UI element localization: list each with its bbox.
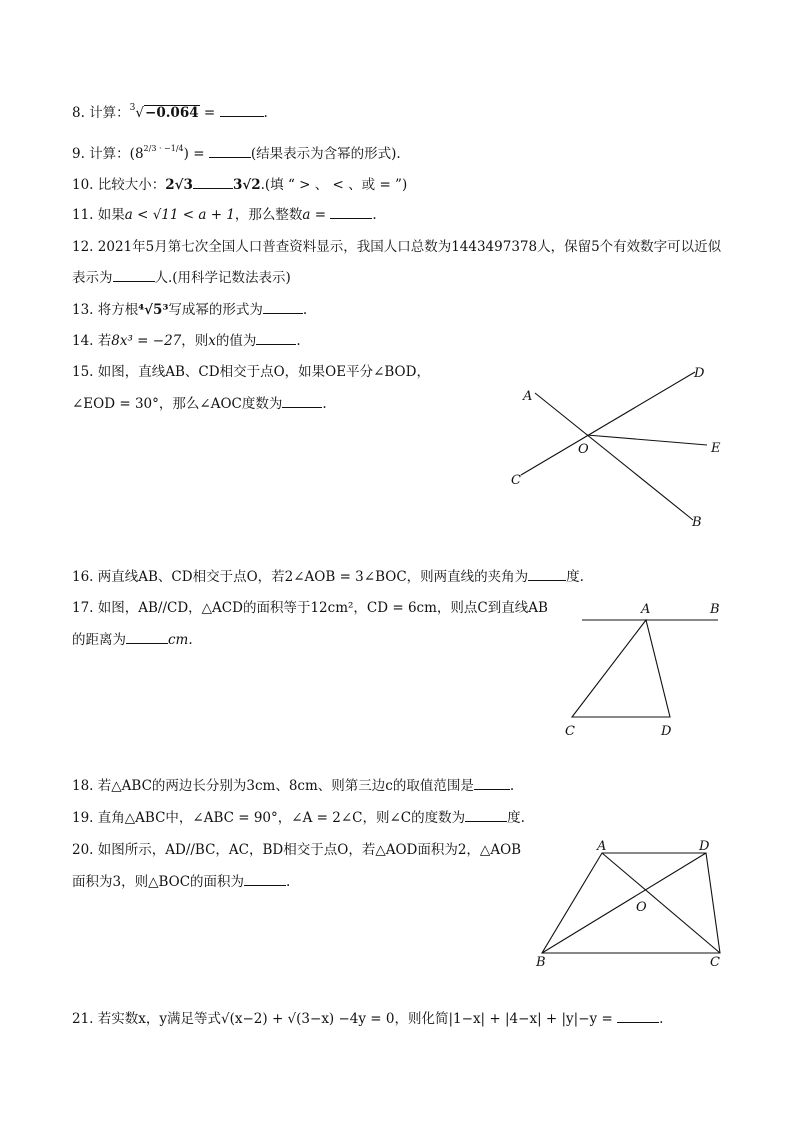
q10-prefix: 10. 比较大小：: [72, 177, 166, 193]
q8-equals: =: [199, 105, 220, 121]
q8-end: .: [263, 105, 268, 121]
label-E: E: [711, 441, 721, 456]
q13-radical: ⁴√5³: [138, 302, 169, 318]
question-15-line-2: [72, 394, 327, 414]
q14-var: x: [208, 333, 216, 349]
q8-prefix: 8. 计算：: [72, 105, 130, 121]
q14-prefix: 14. 若: [72, 333, 112, 349]
q12-end: 人.(用科学记数法表示): [154, 270, 291, 286]
q9-prefix: 9. 计算：: [72, 146, 130, 162]
question-10: [72, 175, 407, 195]
question-17-line-1: 17. 如图，AB//CD，△ACD的面积等于12cm²，CD = 6cm，则点C到直线AB: [72, 600, 548, 616]
figure-17-triangle-parallel: [560, 595, 740, 745]
q15-answer-blank[interactable]: [282, 395, 322, 408]
q14-answer-blank[interactable]: [256, 332, 296, 345]
q10-answer-blank[interactable]: [193, 176, 233, 189]
figure-20-trapezoid: [530, 838, 730, 973]
q13-prefix: 13. 将方根: [72, 302, 139, 318]
label-C: C: [565, 724, 575, 739]
question-14: [72, 331, 301, 351]
line-AB: [535, 393, 693, 520]
q17-unit: cm.: [168, 632, 193, 648]
q21-answer-blank[interactable]: [617, 1010, 659, 1023]
q10-right: 3√2: [232, 177, 261, 193]
q19-end: 度.: [507, 810, 525, 826]
q9-base: (8: [129, 146, 144, 162]
label-B: B: [692, 515, 702, 530]
q15-end: .: [322, 396, 327, 412]
question-11: [72, 205, 377, 225]
label-O: O: [578, 442, 589, 457]
label-B: B: [710, 602, 720, 617]
q8-answer-blank[interactable]: [220, 104, 264, 117]
q10-end: .(填 “ > 、 < 、或 = ”): [260, 177, 408, 193]
question-12-line-1: 12. 2021年5月第七次全国人口普查资料显示，我国人口总数为1443497378人，保留5个有效数字可以近似: [72, 239, 722, 255]
q16-end: 度.: [566, 569, 584, 585]
question-12-line-2: [72, 268, 291, 288]
question-20-line-1: 20. 如图所示，AD//BC，AC，BD相交于点O，若△AOD面积为2，△AOB: [72, 842, 522, 858]
q8-radicand: −0.064: [145, 105, 199, 121]
question-18: [72, 776, 514, 796]
q16-prefix: 16. 两直线AB、CD相交于点O，若2∠AOB = 3∠BOC，则两直线的夹角为: [72, 569, 529, 585]
diagonal-BD: [542, 853, 706, 953]
question-19: [72, 808, 525, 828]
label-D: D: [699, 839, 710, 854]
q11-mid: ，那么整数: [234, 207, 303, 223]
q18-answer-blank[interactable]: [474, 777, 510, 790]
label-A: A: [597, 839, 607, 854]
q15-prefix: ∠EOD = 30°，那么∠AOC度数为: [72, 396, 283, 412]
q17-answer-blank[interactable]: [126, 631, 168, 644]
q9-answer-blank[interactable]: [209, 145, 251, 158]
label-C: C: [511, 473, 521, 488]
q11-prefix: 11. 如果: [72, 207, 125, 223]
q14-equation: 8x³ = −27: [111, 333, 182, 349]
label-O: O: [636, 900, 647, 915]
q11-end: .: [372, 207, 377, 223]
q17-prefix: 的距离为: [72, 632, 126, 648]
diagonal-AC: [602, 853, 720, 953]
q20-end: .: [286, 874, 291, 890]
label-A: A: [523, 389, 533, 404]
q16-answer-blank[interactable]: [528, 568, 566, 581]
line-CD: [521, 372, 695, 475]
question-21: [72, 1009, 663, 1029]
q9-equals: =: [188, 146, 209, 162]
label-D: D: [661, 724, 672, 739]
q14-end: .: [296, 333, 301, 349]
q9-close: ): [183, 146, 189, 162]
question-20-line-2: [72, 872, 290, 892]
q9-end: (结果表示为含幂的形式).: [250, 146, 401, 162]
q18-end: .: [509, 778, 515, 794]
question-8: [72, 103, 268, 125]
label-A: A: [641, 602, 651, 617]
q18-prefix: 18. 若△ABC的两边长分别为3cm、8cm、则第三边c的取值范围是: [72, 778, 474, 794]
q13-mid: 写成幂的形式为: [168, 302, 263, 318]
q12-answer-blank[interactable]: [113, 269, 155, 282]
question-15-line-1: 15. 如图，直线AB、CD相交于点O，如果OE平分∠BOD，: [72, 364, 430, 380]
q12-prefix: 表示为: [72, 270, 113, 286]
q11-equals: =: [310, 207, 331, 223]
q14-mid: ，则: [181, 333, 209, 349]
question-17-line-2: [72, 630, 193, 650]
triangle-ACD: [572, 620, 670, 717]
q21-prefix: 21. 若实数x，y满足等式√(x−2) + √(3−x) −4y = 0，则化简|1−x| + |4−x| + |y|−y =: [72, 1011, 618, 1027]
q21-end: .: [659, 1011, 664, 1027]
q14-mid2: 的值为: [215, 333, 257, 349]
q10-left: 2√3: [165, 177, 193, 193]
cube-root-index: 3: [129, 103, 136, 113]
figure-15-intersecting-lines: [505, 360, 735, 535]
trapezoid-ABCD: [542, 853, 720, 953]
q13-end: .: [302, 302, 308, 318]
q9-exponent: 2/3 · −1/4: [143, 144, 184, 153]
q11-var: a: [302, 207, 311, 223]
question-13: [72, 300, 307, 320]
label-C: C: [710, 955, 720, 970]
q19-prefix: 19. 直角△ABC中，∠ABC = 90°，∠A = 2∠C，则∠C的度数为: [72, 810, 466, 826]
ray-OE: [587, 435, 707, 445]
q13-answer-blank[interactable]: [263, 301, 303, 314]
q19-answer-blank[interactable]: [465, 809, 507, 822]
question-9: [72, 144, 401, 166]
q20-prefix: 面积为3，则△BOC的面积为: [72, 874, 245, 890]
label-D: D: [694, 366, 705, 381]
q11-answer-blank[interactable]: [330, 206, 372, 219]
q11-inequality: a < √11 < a + 1: [124, 207, 235, 223]
q20-answer-blank[interactable]: [244, 873, 286, 886]
radical-sign: √: [135, 105, 145, 121]
question-16: [72, 567, 584, 587]
label-B: B: [536, 955, 546, 970]
